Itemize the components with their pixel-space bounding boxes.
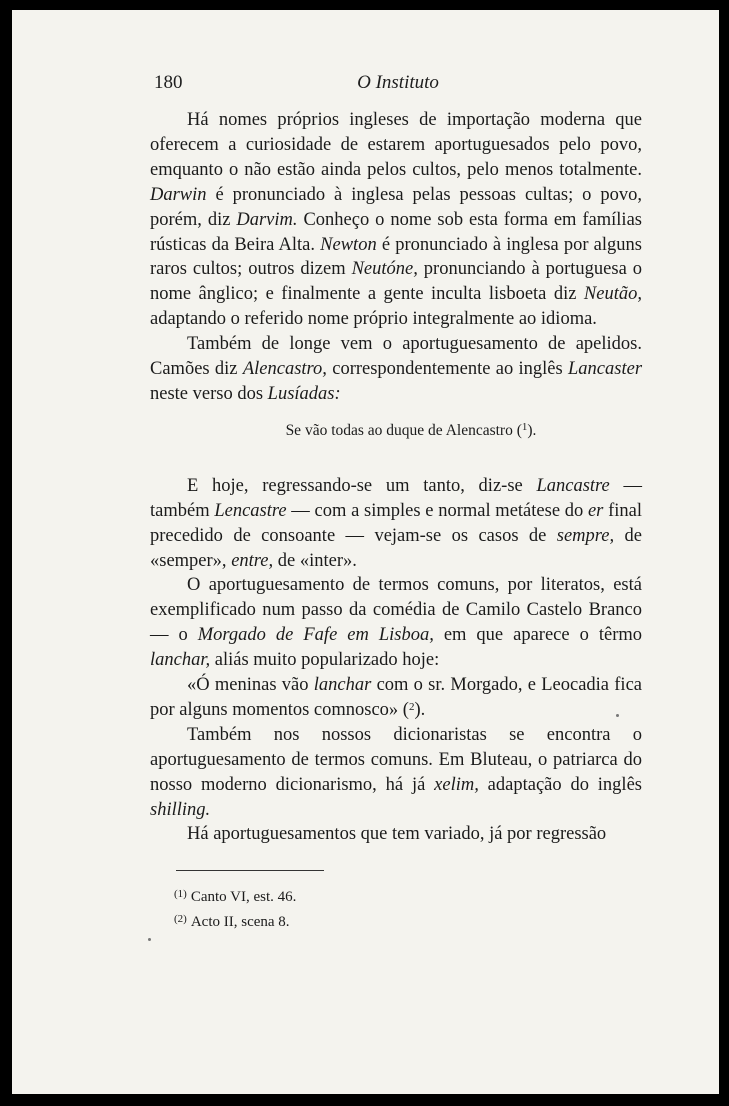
page-header bbox=[154, 72, 642, 100]
italic-term: Lencastre bbox=[214, 500, 287, 521]
running-title: O Instituto bbox=[357, 72, 439, 93]
text-run: — com a simples e normal metátese do bbox=[286, 500, 588, 521]
text-run: E hoje, regressando-se um tanto, diz-se bbox=[187, 475, 537, 496]
text-run: é pronunciado à inglesa pelas pessoas cultas; o povo, porém, diz bbox=[150, 184, 642, 230]
italic-term: lanchar, bbox=[150, 650, 211, 671]
footnote-2 bbox=[174, 908, 474, 933]
italic-term: Morgado de Fafe em Lisboa, bbox=[197, 625, 434, 646]
italic-term: sempre, bbox=[556, 525, 615, 546]
body-text bbox=[150, 108, 642, 847]
print-speck bbox=[616, 714, 619, 717]
italic-term: Lusíadas: bbox=[267, 383, 341, 404]
footnote-mark: (2) bbox=[174, 913, 187, 925]
verse-text: Se vão todas ao duque de Alencastro ( bbox=[285, 421, 522, 439]
text-run: «Ó meninas vão bbox=[187, 675, 314, 696]
italic-term: Lancastre bbox=[536, 475, 610, 496]
text-run: Conheço o nome sob esta forma em famílias rústicas da Beira Alta. bbox=[150, 209, 642, 255]
italic-term: Lancaster bbox=[568, 359, 643, 380]
paragraph-7 bbox=[150, 822, 642, 847]
text-run: com o sr. Morgado, e Leocadia fica por alguns momentos comnosco» ( bbox=[150, 675, 642, 720]
text-run: final precedido de consoante — vejam-se os casos de bbox=[150, 500, 643, 546]
footnotes bbox=[174, 883, 474, 933]
footnote-mark: (1) bbox=[174, 888, 187, 900]
text-run: — também bbox=[150, 475, 642, 521]
paragraph-3 bbox=[150, 474, 642, 574]
italic-term: Darwin bbox=[150, 184, 207, 205]
italic-term: Alencastro, bbox=[242, 359, 327, 380]
text-run: Há aportuguesamentos que tem variado, já por regressão bbox=[187, 824, 607, 845]
paragraph-6 bbox=[150, 723, 642, 823]
paragraph-5 bbox=[150, 673, 642, 723]
book-page bbox=[12, 10, 719, 1094]
italic-term: xelim, bbox=[434, 774, 479, 795]
paragraph-2 bbox=[150, 332, 642, 407]
text-run: de «inter». bbox=[273, 550, 357, 571]
text-run: correspondentemente ao inglês bbox=[326, 359, 569, 380]
text-run: neste verso dos bbox=[150, 383, 268, 404]
italic-term: er bbox=[587, 500, 604, 521]
text-run: de «semper», bbox=[150, 525, 642, 571]
text-run: é pronunciado à inglesa por alguns raros cultos; outros dizem bbox=[150, 234, 642, 280]
italic-term: entre, bbox=[231, 550, 274, 571]
italic-term: shilling. bbox=[150, 799, 211, 820]
text-run: Há nomes próprios ingleses de importação moderna que oferecem a curiosidade de estarem aportuguesados pelo povo, emquanto o não estão ainda pelos cultos, pelo menos totalmente. bbox=[150, 110, 642, 180]
text-run: O aportuguesamento de termos comuns, por literatos, está exemplificado num passo da comédia de Camilo Castelo Branco — o bbox=[150, 575, 642, 646]
text-run: aliás muito popularizado hoje: bbox=[210, 650, 440, 671]
text-run: pronunciando à portuguesa o nome ânglico; e finalmente a gente inculta lisboeta diz bbox=[150, 259, 642, 305]
footnote-divider bbox=[176, 870, 324, 871]
italic-term: Newton bbox=[320, 234, 377, 255]
paragraph-4 bbox=[150, 573, 642, 673]
page-number: 180 bbox=[154, 72, 183, 93]
footnote-text: Acto II, scena 8. bbox=[190, 914, 290, 930]
text-run: em que aparece o têrmo bbox=[433, 625, 642, 646]
footnote-1 bbox=[174, 883, 474, 908]
text-run: adaptação do inglês bbox=[478, 774, 642, 795]
italic-term: Darvim. bbox=[236, 209, 298, 230]
text-run: Também de longe vem o aportuguesamento de apelidos. Camões diz bbox=[150, 334, 642, 380]
footnote-ref: 1 bbox=[521, 420, 528, 433]
italic-term: lanchar bbox=[313, 675, 372, 696]
italic-term: Neutóne, bbox=[351, 259, 418, 280]
text-run: Também nos nossos dicionaristas se encontra o aportuguesamento de termos comuns. Em Bluteau, o patriarca do nosso moderno dicionarismo, há já bbox=[150, 724, 642, 795]
footnote-text: Canto VI, est. 46. bbox=[190, 889, 297, 905]
footnote-ref: 2 bbox=[408, 700, 415, 713]
italic-term: Neutão, bbox=[583, 284, 642, 305]
verse-quote bbox=[150, 419, 642, 444]
paragraph-1 bbox=[150, 108, 642, 332]
text-run: ). bbox=[414, 699, 426, 720]
text-run: adaptando o referido nome próprio integralmente ao idioma. bbox=[150, 309, 597, 330]
print-speck bbox=[148, 938, 151, 941]
text-run: ). bbox=[527, 421, 537, 439]
